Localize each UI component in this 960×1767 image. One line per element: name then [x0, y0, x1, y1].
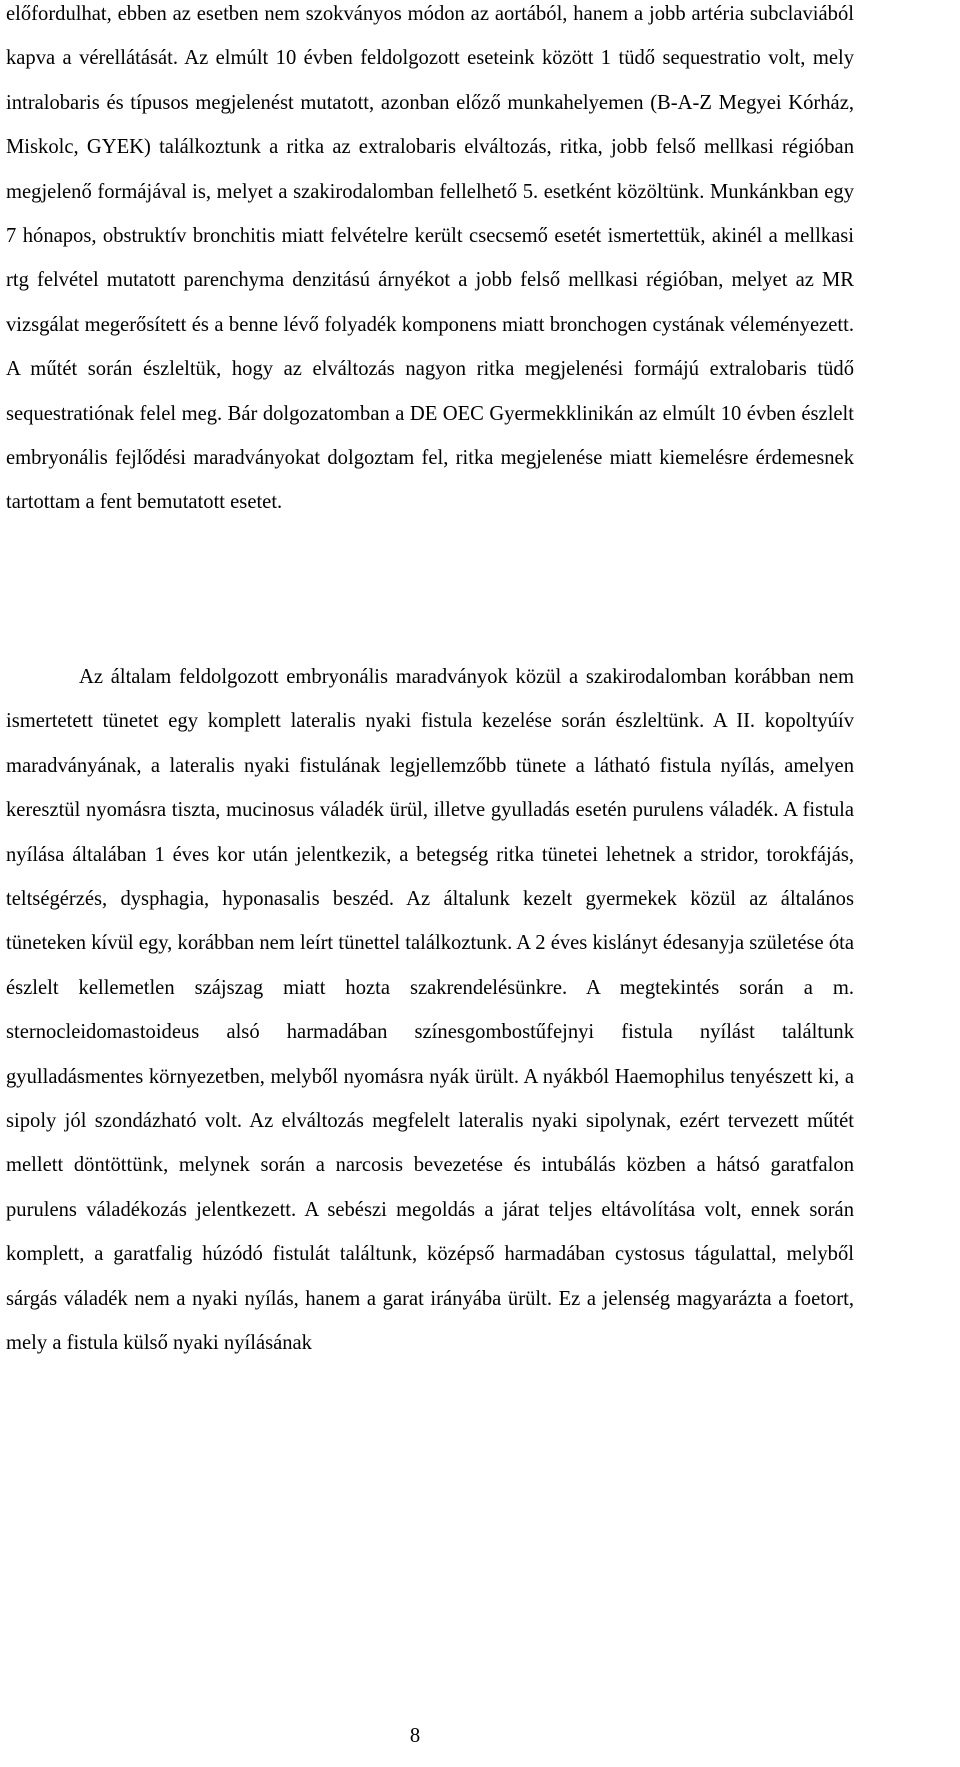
- body-paragraph-2: Az általam feldolgozott embryonális maradványok közül a szakirodalomban korábban nem ismertetett tünetet egy komplett lateralis nyaki fistula kezelése során észleltünk. A II. kopoltyúív maradványának, a lateralis nyaki fistulának legjellemzőbb tünete a látható fistula nyílás, amelyen keresztül nyomásra tiszta, mucinosus váladék ürül, illetve gyulladás esetén purulens váladék. A fistula nyílása általában 1 éves kor után jelentkezik, a betegség ritka tünetei lehetnek a stridor, torokfájás, teltségérzés, dysphagia, hyponasalis beszéd. Az általunk kezelt gyermekek közül az általános tüneteken kívül egy, korábban nem leírt tünettel találkoztunk. A 2 éves kislányt édesanyja születése óta észlelt kellemetlen szájszag miatt hozta szakrendelésünkre. A megtekintés során a m. sternocleidomastoideus alsó harmadában színesgombostűfejnyi fistula nyílást találtunk gyulladásmentes környezetben, melyből nyomásra nyák ürült. A nyákból Haemophilus tenyészett ki, a sipoly jól szondázható volt. Az elváltozás megfelelt lateralis nyaki sipolynak, ezért tervezett műtét mellett döntöttünk, melynek során a narcosis bevezetése és intubálás közben a hátsó garatfalon purulens váladékozás jelentkezett. A sebészi megoldás a járat teljes eltávolítása volt, ennek során komplett, a garatfalig húzódó fistulát találtunk, középső harmadában cystosus tágulattal, melyből sárgás váladék nem a nyaki nyílás, hanem a garat irányába ürült. Ez a jelenség magyarázta a foetort, mely a fistula külső nyaki nyílásának: [6, 666, 854, 1355]
- page-number: 8: [409, 1725, 421, 1747]
- body-paragraph-1: előfordulhat, ebben az esetben nem szokványos módon az aortából, hanem a jobb artéria subclaviából kapva a vérellátását. Az elmúlt 10 évben feldolgozott eseteink között 1 tüdő sequestratio volt, mely intralobaris és típusos megjelenést mutatott, azonban előző munkahelyemen (B-A-Z Megyei Kórház, Miskolc, GYEK) találkoztunk a ritka az extralobaris elváltozás, ritka, jobb felső mellkasi régióban megjelenő formájával is, melyet a szakirodalomban fellelhető 5. esetként közöltünk. Munkánkban egy 7 hónapos, obstruktív bronchitis miatt felvételre került csecsemő esetét ismertettük, akinél a mellkasi rtg felvétel mutatott parenchyma denzitású árnyékot a jobb felső mellkasi régióban, melyet az MR vizsgálat megerősített és a benne lévő folyadék komponens miatt bronchogen cystának véleményezett. A műtét során észleltük, hogy az elváltozás nagyon ritka megjelenési formájú extralobaris tüdő sequestratiónak felel meg. Bár dolgozatomban a DE OEC Gyermekklinikán az elmúlt 10 évben észlelt embryonális fejlődési maradványokat dolgoztam fel, ritka megjelenése miatt kiemelésre érdemesnek tartottam a fent bemutatott esetet.: [6, 3, 854, 514]
